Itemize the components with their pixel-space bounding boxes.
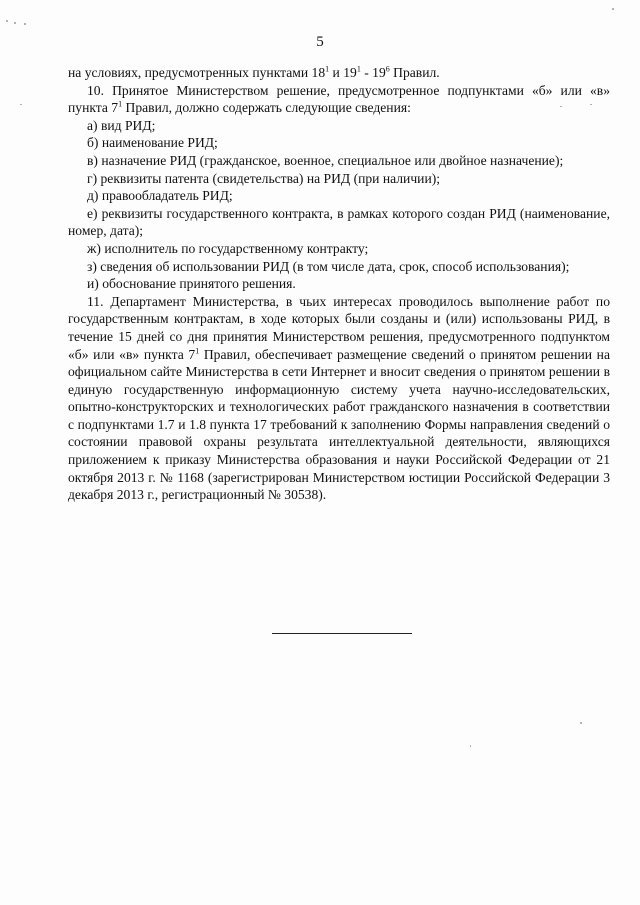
list-item-d: д) правообладатель РИД;: [87, 188, 233, 204]
scan-speck: [20, 104, 22, 105]
superscript: 1: [356, 64, 361, 74]
text-run: Правил.: [389, 65, 440, 80]
list-item-b: б) наименование РИД;: [87, 135, 218, 151]
paragraph-item-11: [68, 293, 610, 504]
text-run: Правил, должно содержать следующие сведения:: [122, 100, 411, 116]
scan-speck: [580, 722, 582, 724]
superscript: 1: [118, 99, 123, 109]
scan-speck: [612, 8, 614, 10]
paragraph-continuation: [68, 64, 610, 82]
scan-speck: [590, 104, 592, 105]
superscript: 6: [385, 64, 390, 74]
list-item-v: в) назначение РИД (гражданское, военное, специальное или двойное назначение);: [87, 152, 564, 168]
superscript: 1: [325, 64, 330, 74]
text-run: 11. Департамент Министерства, в чьих интересах проводилось выполнение работ по государственным контрактам, в ходе которых были созданы и (или) использованы РИД, в течение 15 дней со дня принятия Министерством решения, предусмотренного подпунктом «б» или «в» пункта 7: [68, 293, 610, 362]
list-item-i: и) обоснование принятого решения.: [87, 276, 296, 292]
list-item-e: е) реквизиты государственного контракта, в рамках которого создан РИД (наименование, номер, дата);: [68, 205, 610, 239]
page-number: 5: [316, 34, 324, 50]
list-item-zh: ж) исполнитель по государственному контракту;: [87, 240, 369, 256]
scan-speck: [560, 106, 562, 107]
text-run: и 19: [329, 65, 357, 80]
document-body: [68, 64, 610, 504]
list-item-z: з) сведения об использовании РИД (в том числе дата, срок, способ использования);: [87, 258, 570, 274]
list-item-g: г) реквизиты патента (свидетельства) на РИД (при наличии);: [87, 170, 441, 186]
text-run: Правил, обеспечивает размещение сведений о принятом решении на официальном сайте Министерства в сети Интернет и вносит сведения о принятом решении в единую государственную информационную систему учета научно-исследовательских, опытно-конструкторских и технологических работ гражданского назначения в соответствии с подпунктами 1.7 и 1.8 пункта 17 требований к заполнению Формы направления сведений о состоянии правовой охраны результата интеллектуальной деятельности, являющихся приложением к приказу Министерства образования и науки Российской Федерации от 21 октября 2013 г. № 1168 (зарегистрирован Министерством юстиции Российской Федерации 3 декабря 2013 г., регистрационный № 30538).: [68, 346, 610, 503]
scan-speck: [6, 20, 8, 22]
text-run: 10. Принятое Министерством решение, предусмотренное подпунктами «б» или «в» пункта 7: [68, 82, 610, 116]
list-item-a: а) вид РИД;: [87, 117, 156, 133]
text-run: на условиях, предусмотренных пунктами 18: [68, 65, 326, 80]
scan-speck: [24, 23, 26, 25]
scan-speck: [470, 745, 471, 747]
scan-speck: [14, 22, 16, 24]
paragraph-item-10: [68, 82, 610, 117]
superscript: 1: [195, 345, 200, 355]
text-run: - 19: [360, 65, 386, 80]
closing-rule: [272, 633, 412, 634]
